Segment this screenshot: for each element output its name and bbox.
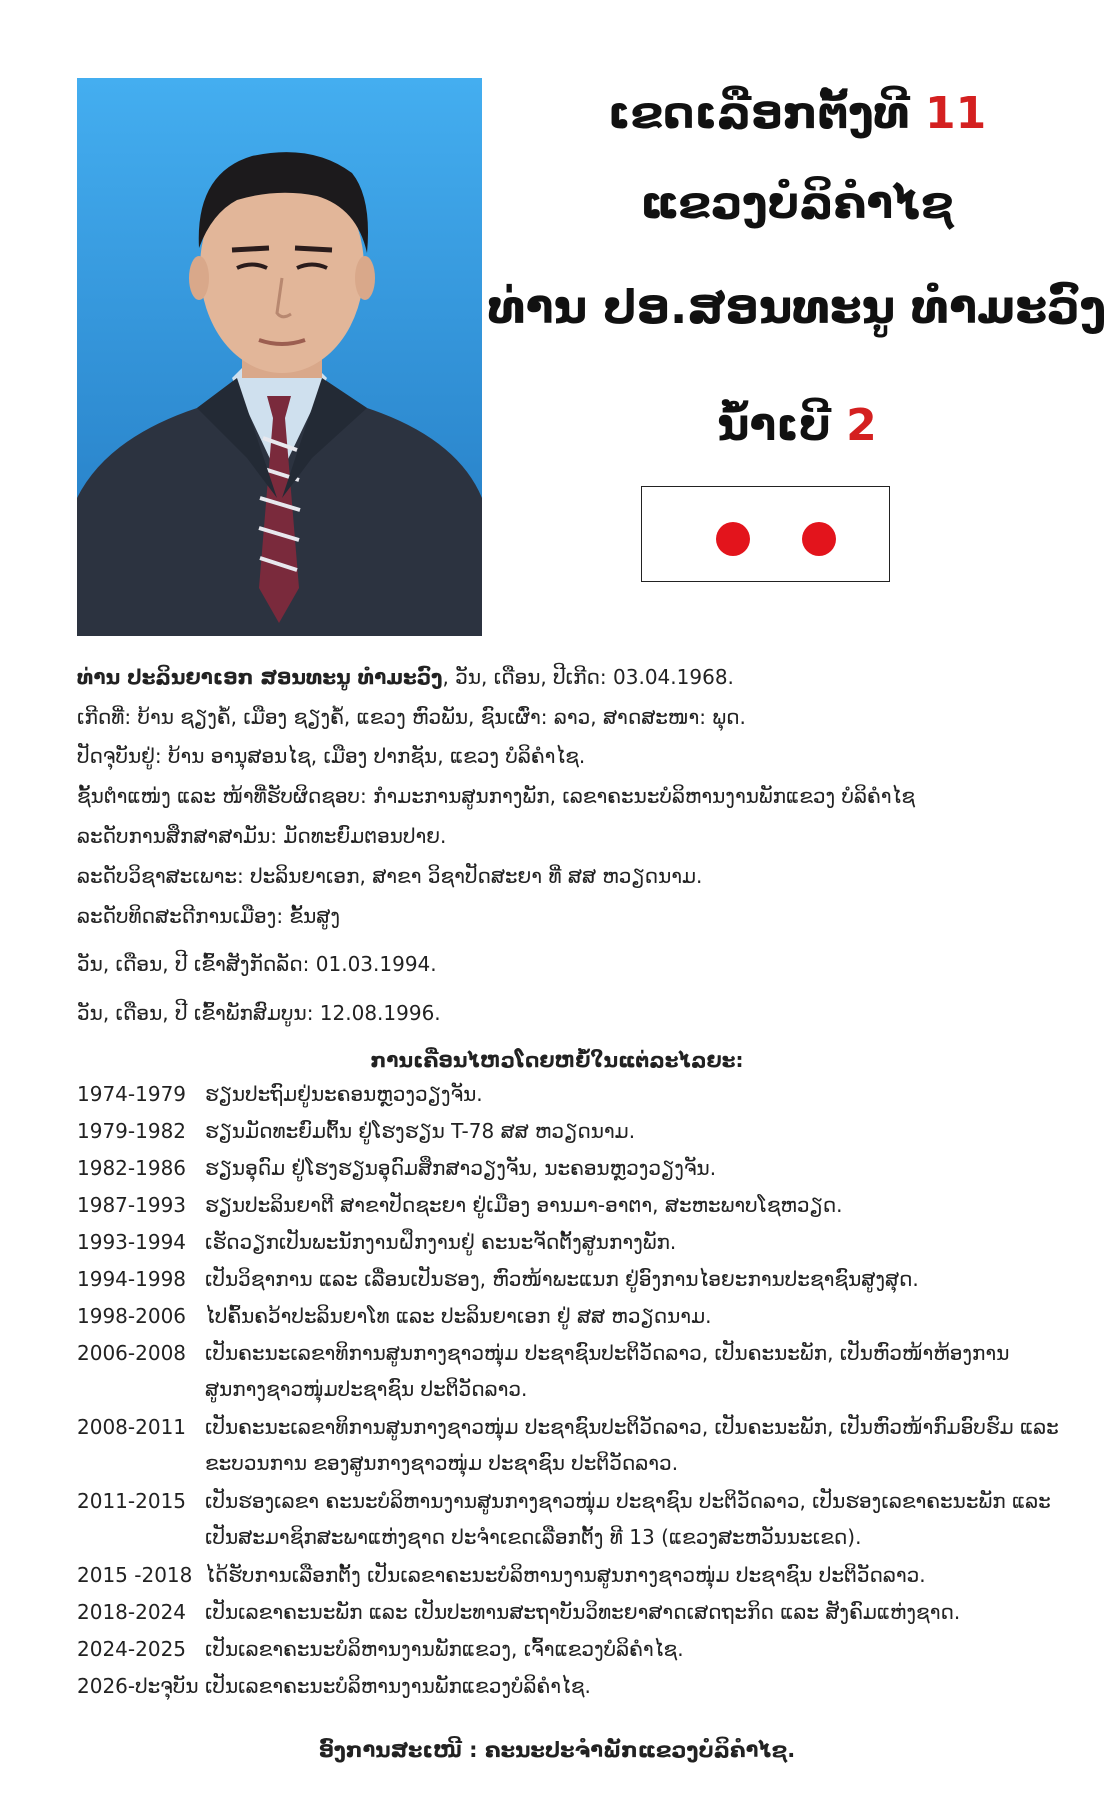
- timeline-years: 1982-1986: [77, 1156, 187, 1180]
- timeline-text: ເປັນຮອງເລຂາ ຄະນະບໍລິຫານງານສູນກາງຊາວໜຸ່ມ ປະຊາຊົນ ປະຕິວັດລາວ, ເປັນຮອງເລຂາຄະນະພັກ ແລະ ເປັນສະມາຊິກສະພາແຫ່ງຊາດ ປະຈຳເຂດເລືອກຕັ້ງ ທີ 13 (ແຂວງສະຫວັນນະເຂດ).: [205, 1489, 1051, 1549]
- info-residence: ປັດຈຸບັນຢູ່: ບ້ານ ອານຸສອນໄຊ, ເມືອງ ປາກຊັນ, ແຂວງ ບໍລິຄຳໄຊ.: [77, 744, 586, 768]
- timeline-text: ເປັນເລຂາຄະນະພັກ ແລະ ເປັນປະທານສະຖາບັນວິທະຍາສາດເສດຖະກິດ ແລະ ສັງຄົມແຫ່ງຊາດ.: [205, 1600, 961, 1624]
- timeline-years: 2026-ປະຈຸບັນ: [77, 1674, 199, 1698]
- info-birth-date: , ວັນ, ເດືອນ, ປີເກີດ: 03.04.1968.: [442, 665, 734, 689]
- timeline-years: 1998-2006: [77, 1304, 187, 1328]
- candidate-number: 2: [846, 400, 877, 451]
- ballot-dot: [802, 522, 836, 556]
- timeline-text: ເປັນຄະນະເລຂາທິການສູນກາງຊາວໜຸ່ມ ປະຊາຊົນປະຕິວັດລາວ, ເປັນຄະນະພັກ, ເປັນຫົວໜ້າກົມອົບຮົມ ແລະ ຂະບວນການ ຂອງສູນກາງຊາວໜຸ່ມ ປະຊາຊົນ ປະຕິວັດລາວ.: [205, 1415, 1059, 1475]
- candidate-photo: [77, 78, 482, 636]
- career-section-title: ການເຄື່ອນໄຫວໂດຍຫຍໍ້ໃນແຕ່ລະໄລຍະ:: [370, 1048, 744, 1072]
- info-party-join: ວັນ, ເດືອນ, ປີ ເຂົ້າພັກສົມບູນ: 12.08.1996.: [77, 1001, 441, 1025]
- timeline-years: 1979-1982: [77, 1119, 187, 1143]
- ballot-dot: [716, 522, 750, 556]
- timeline-years: 1994-1998: [77, 1267, 187, 1291]
- timeline-text: ເປັນເລຂາຄະນະບໍລິຫານງານພັກແຂວງ, ເຈົ້າແຂວງບໍລິຄຳໄຊ.: [205, 1637, 684, 1661]
- timeline-years: 1974-1979: [77, 1082, 187, 1106]
- info-specialty: ລະດັບວິຊາສະເພາະ: ປະລິນຍາເອກ, ສາຂາ ວິຊາປັດສະຍາ ທີ່ ສສ ຫວຽດນາມ.: [77, 864, 703, 888]
- timeline-years: 2015 -2018: [77, 1563, 193, 1587]
- timeline-years: 1987-1993: [77, 1193, 187, 1217]
- timeline-text: ຮຽນປະຖົມຢູ່ນະຄອນຫຼວງວຽງຈັນ.: [205, 1082, 483, 1106]
- timeline-text: ຮຽນມັດທະຍົມຕົ້ນ ຢູ່ໂຮງຮຽນ T-78 ສສ ຫວຽດນາມ.: [205, 1119, 636, 1143]
- timeline-years: 2008-2011: [77, 1415, 187, 1439]
- nominating-organization: ອົງການສະເໜີ : ຄະນະປະຈຳພັກແຂວງບໍລິຄຳໄຊ.: [318, 1738, 796, 1762]
- timeline-text: ໄດ້ຮັບການເລືອກຕັ້ງ ເປັນເລຂາຄະນະບໍລິຫານງານສູນກາງຊາວໜຸ່ມ ປະຊາຊົນ ປະຕິວັດລາວ.: [205, 1563, 926, 1587]
- info-name: ທ່ານ ປະລິນຍາເອກ ສອນທະນູ ທຳມະວົງ: [77, 665, 443, 689]
- info-position: ຊັ້ນຕຳແໜ່ງ ແລະ ໜ້າທີ່ຮັບຜິດຊອບ: ກຳມະການສູນກາງພັກ, ເລຂາຄະນະບໍລິຫານງານພັກແຂວງ ບໍລິຄຳໄຊ: [77, 784, 916, 808]
- timeline-years: 2018-2024: [77, 1600, 187, 1624]
- election-district-heading: ເຂດເລືອກຕັ້ງທີ 11: [607, 88, 987, 139]
- timeline-years: 2006-2008: [77, 1341, 187, 1365]
- info-state-join: ວັນ, ເດືອນ, ປີ ເຂົ້າສັງກັດລັດ: 01.03.1994.: [77, 952, 437, 976]
- timeline-text: ໄປຄົ້ນຄວ້າປະລິນຍາໂທ ແລະ ປະລິນຍາເອກ ຢູ່ ສສ ຫວຽດນາມ.: [205, 1304, 712, 1328]
- timeline-years: 2011-2015: [77, 1489, 187, 1513]
- timeline-years: 2024-2025: [77, 1637, 187, 1661]
- candidate-number-heading: ນ້ຳເບີ 2: [717, 400, 877, 451]
- timeline-text: ຮຽນອຸດົມ ຢູ່ໂຮງຮຽນອຸດົມສຶກສາວຽງຈັນ, ນະຄອນຫຼວງວຽງຈັນ.: [205, 1156, 717, 1180]
- portrait-illustration: [77, 78, 482, 636]
- ballot-number-box: [641, 486, 890, 582]
- candidate-name-heading: ທ່ານ ປອ.ສອນທະນູ ທຳມະວົງ: [487, 280, 1107, 334]
- timeline-text: ເປັນຄະນະເລຂາທິການສູນກາງຊາວໜຸ່ມ ປະຊາຊົນປະຕິວັດລາວ, ເປັນຄະນະພັກ, ເປັນຫົວໜ້າຫ້ອງການ ສູນກາງຊາວໜຸ່ມປະຊາຊົນ ປະຕິວັດລາວ.: [205, 1341, 1010, 1401]
- timeline-years: 1993-1994: [77, 1230, 187, 1254]
- province-heading: ແຂວງບໍລິຄຳໄຊ: [640, 178, 954, 229]
- district-number: 11: [924, 88, 987, 139]
- info-political: ລະດັບທິດສະດີການເມືອງ: ຂັ້ນສູງ: [77, 904, 340, 928]
- timeline-text: ເປັນວິຊາການ ແລະ ເລື່ອນເປັນຮອງ, ຫົວໜ້າພະແນກ ຢູ່ອົງການໄອຍະການປະຊາຊົນສູງສຸດ.: [205, 1267, 919, 1291]
- info-name-birth: [77, 665, 1077, 689]
- info-education: ລະດັບການສຶກສາສາມັນ: ມັດທະຍົມຕອນປາຍ.: [77, 824, 447, 848]
- timeline-text: ເຮັດວຽກເປັນພະນັກງານຝຶກງານຢູ່ ຄະນະຈັດຕັ້ງສູນກາງພັກ.: [205, 1230, 677, 1254]
- timeline-text: ຮຽນປະລິນຍາຕີ ສາຂາປັດຊະຍາ ຢູ່ເມືອງ ອານມາ-ອາຕາ, ສະຫະພາບໂຊຫວຽດ.: [205, 1193, 843, 1217]
- timeline-text: ເປັນເລຂາຄະນະບໍລິຫານງານພັກແຂວງບໍລິຄຳໄຊ.: [205, 1674, 591, 1698]
- info-birthplace: ເກີດທີ່: ບ້ານ ຊຽງຄໍ້, ເມືອງ ຊຽງຄໍ້, ແຂວງ ຫົວພັນ, ຊົນເຜົ່າ: ລາວ, ສາດສະໜາ: ພຸດ.: [77, 705, 746, 729]
